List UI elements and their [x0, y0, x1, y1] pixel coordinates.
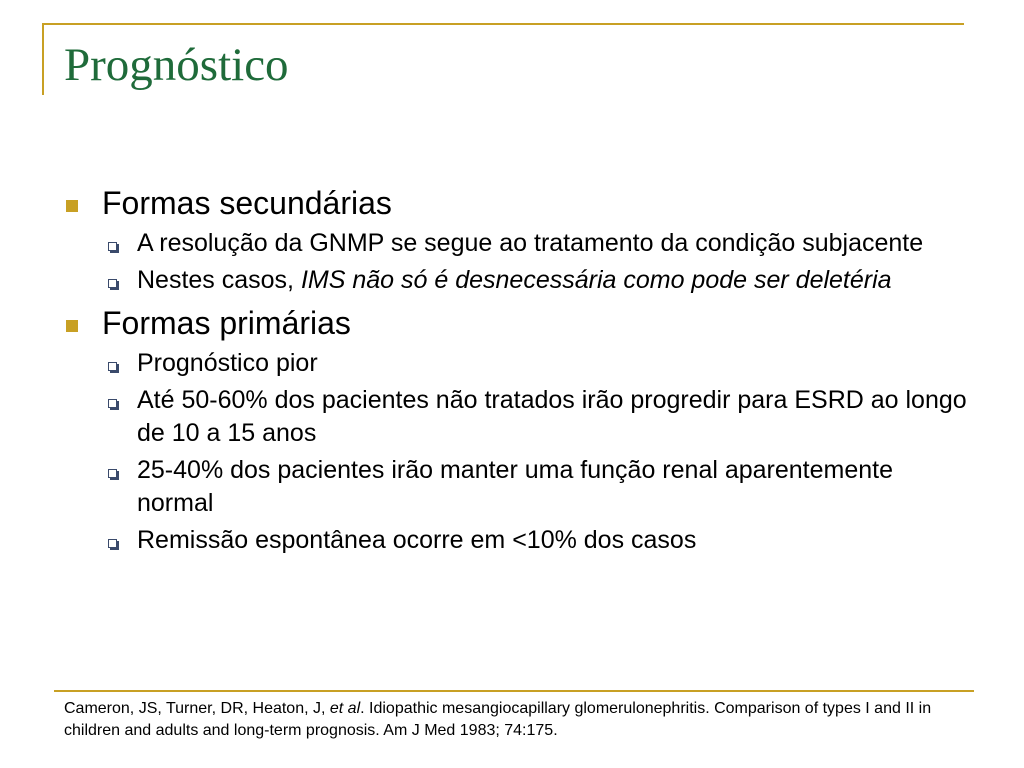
- filled-square-bullet-icon: [66, 320, 78, 332]
- list-item-text: 25-40% dos pacientes irão manter uma função renal aparentemente normal: [137, 456, 894, 517]
- list-item: [60, 264, 970, 297]
- list-item-formas-primarias: [60, 303, 970, 343]
- reference-authors: Cameron, JS, Turner, DR, Heaton, J,: [64, 700, 330, 717]
- hollow-square-bullet-icon: [108, 469, 117, 478]
- list-item-text: Prognóstico pior: [137, 349, 318, 377]
- list-item: [60, 454, 970, 520]
- list-item-text: Até 50-60% dos pacientes não tratados irão progredir para ESRD ao longo de 10 a 15 anos: [137, 386, 967, 447]
- list-item: [60, 384, 970, 450]
- left-rule-divider: [42, 23, 44, 95]
- reference-citation: [64, 698, 964, 742]
- list-item-text: Nestes casos,: [137, 266, 301, 294]
- list-item-text: Remissão espontânea ocorre em <10% dos casos: [137, 526, 697, 554]
- hollow-square-bullet-icon: [108, 242, 117, 251]
- filled-square-bullet-icon: [66, 200, 78, 212]
- hollow-square-bullet-icon: [108, 399, 117, 408]
- list-item: [60, 227, 970, 260]
- bottom-rule-divider: [54, 690, 974, 692]
- section-heading: Formas primárias: [102, 305, 351, 341]
- top-rule-divider: [42, 23, 964, 25]
- list-item: [60, 347, 970, 380]
- list-item-text: A resolução da GNMP se segue ao tratamento da condição subjacente: [137, 229, 924, 257]
- list-item-formas-secundarias: [60, 183, 970, 223]
- sublist-formas-secundarias: [60, 227, 970, 297]
- hollow-square-bullet-icon: [108, 279, 117, 288]
- bullet-list: [60, 183, 970, 563]
- list-item: [60, 524, 970, 557]
- reference-et-al: et al: [329, 700, 361, 717]
- hollow-square-bullet-icon: [108, 362, 117, 371]
- hollow-square-bullet-icon: [108, 539, 117, 548]
- list-item-italic-text: IMS não só é desnecessária como pode ser deletéria: [300, 266, 892, 294]
- section-heading: Formas secundárias: [102, 185, 392, 221]
- page-title: Prognóstico: [64, 39, 289, 91]
- reference-text: . Idiopathic mesangiocapillary glomerulonephritis. Comparison of types I and II in children and adults and long-term prognosis. Am J Med 1983; 74:175.: [64, 700, 932, 739]
- sublist-formas-primarias: [60, 347, 970, 557]
